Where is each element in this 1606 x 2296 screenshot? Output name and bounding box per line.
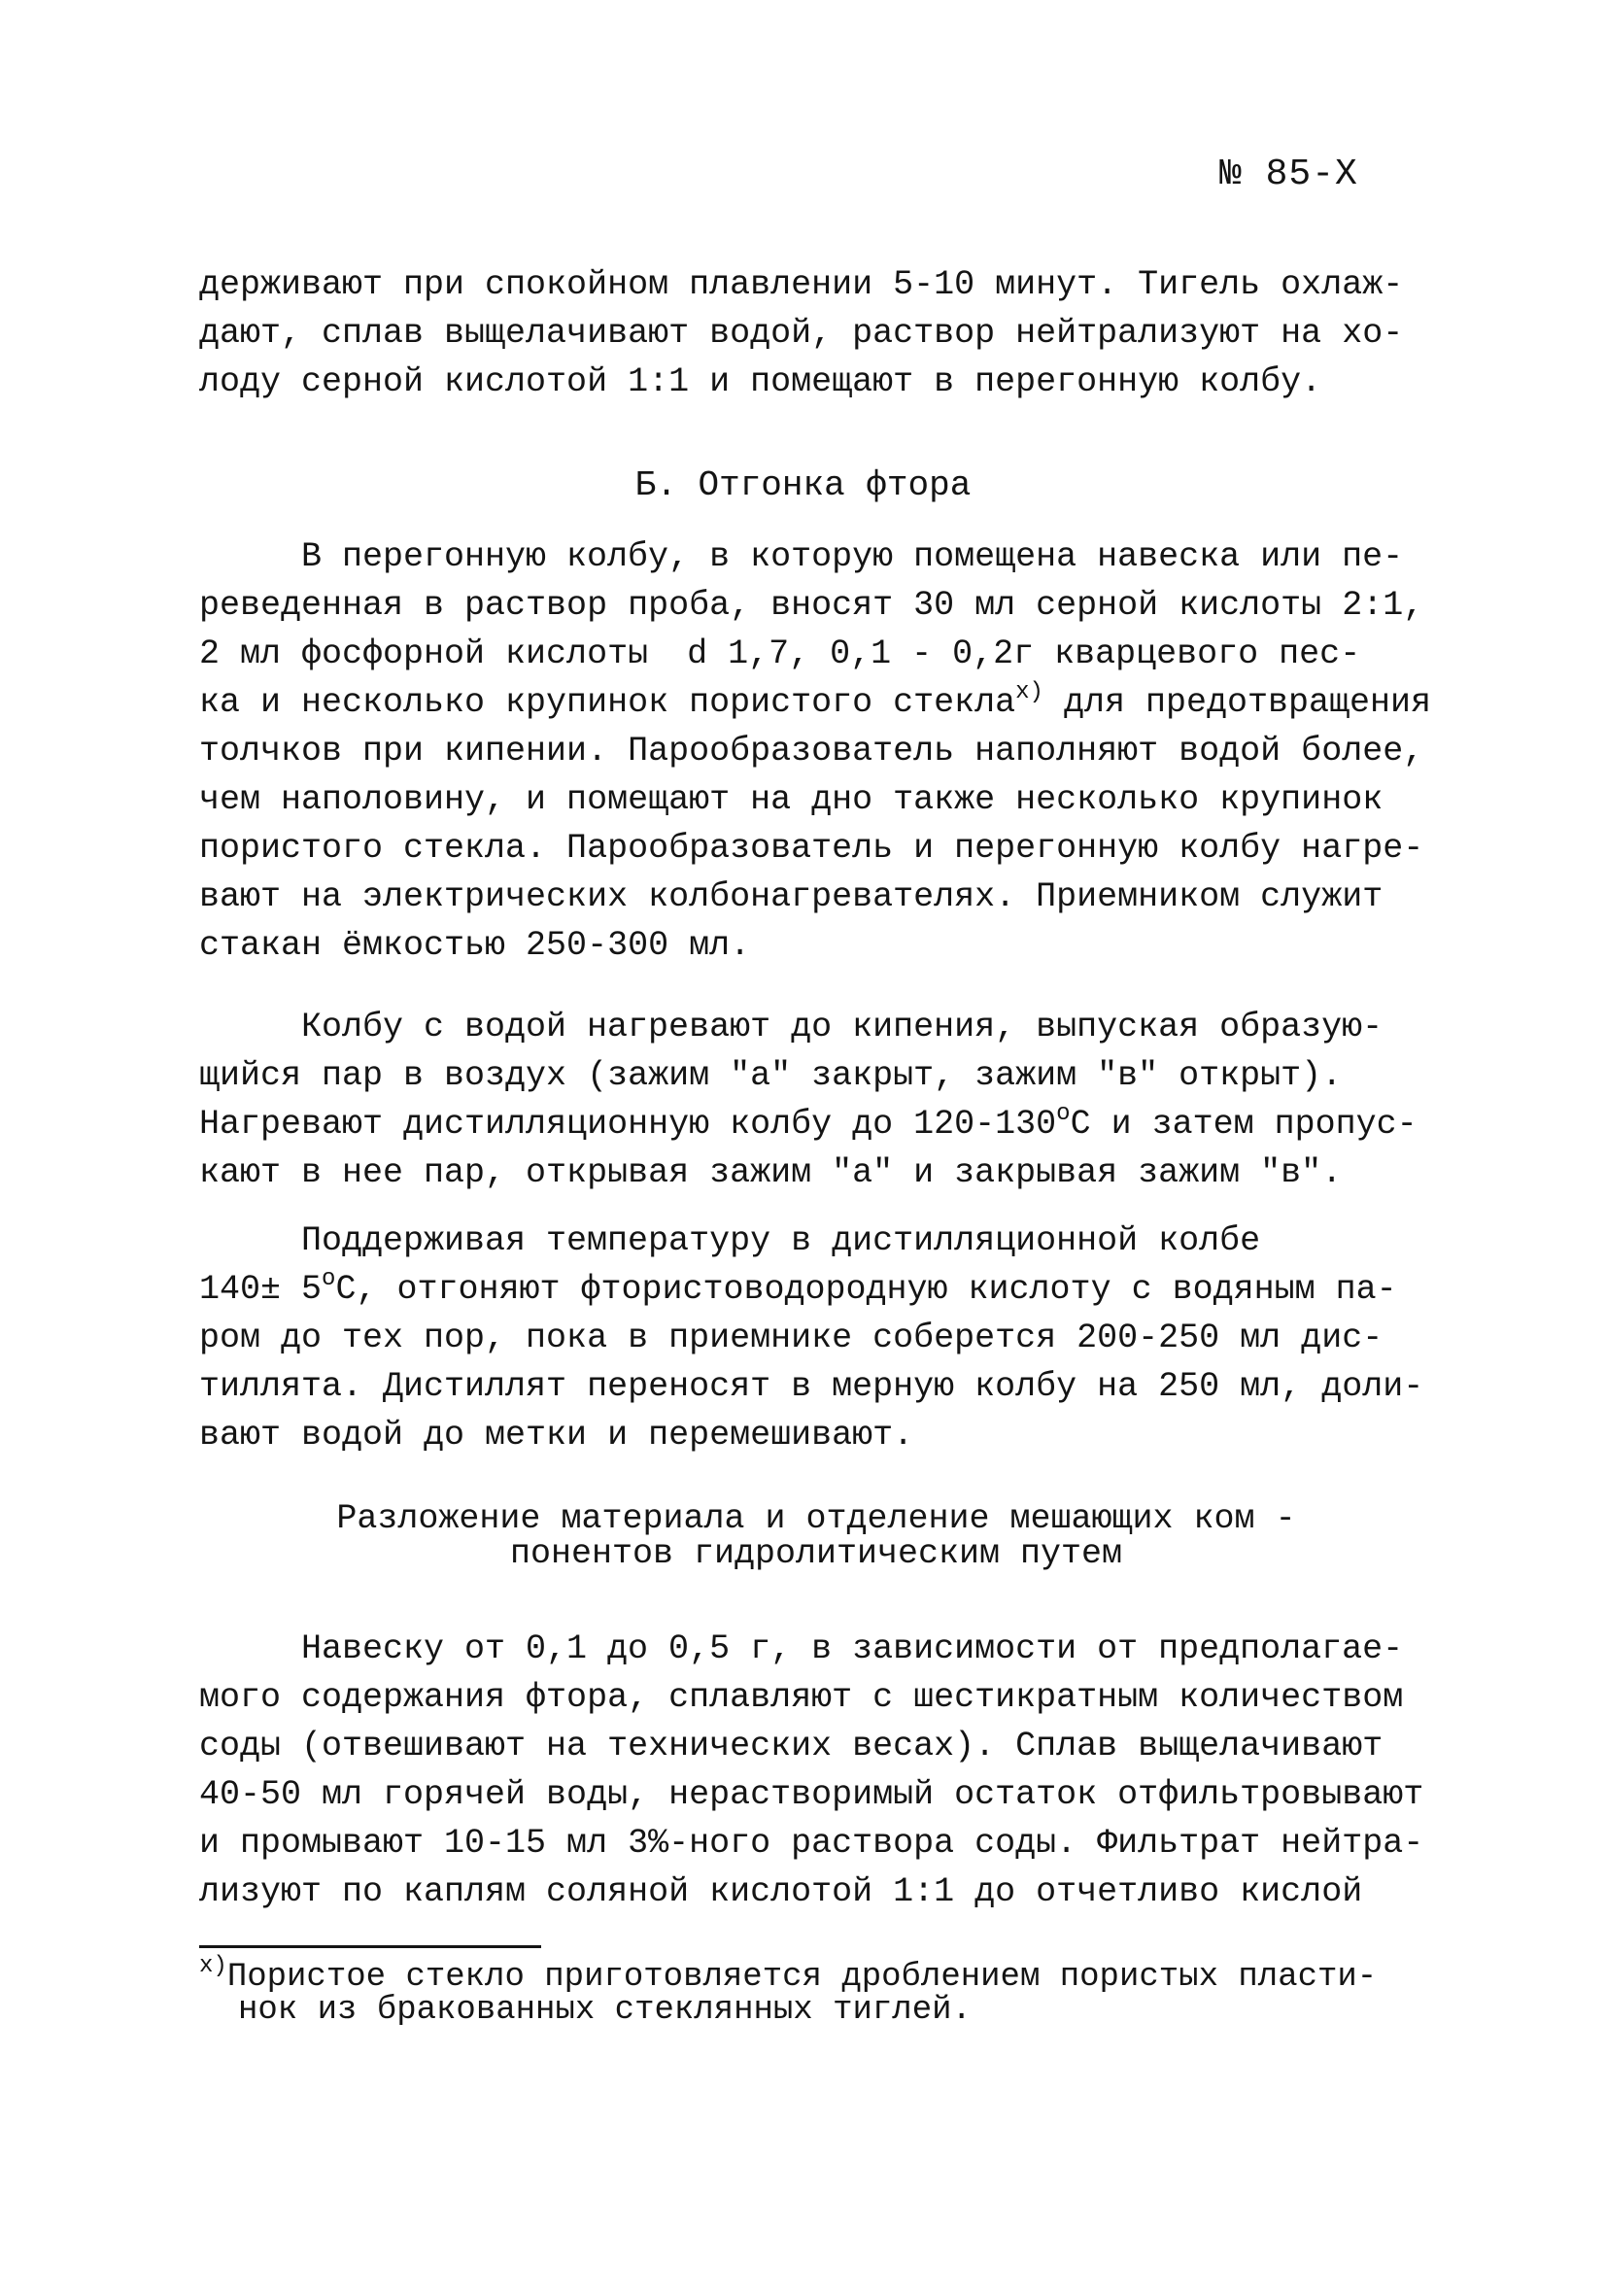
footnote-line-2: нок из бракованных стеклянных тиглей.: [238, 1992, 972, 2029]
text-line: кают в нее пар, открывая зажим "а" и закрывая зажим "в".: [199, 1153, 1343, 1192]
text-line: реведенная в раствор проба, вносят 30 мл серной кислоты 2:1,: [199, 586, 1424, 625]
text-line: мого содержания фтора, сплавляют с шестикратным количеством: [199, 1678, 1404, 1717]
text-line: [199, 630, 1452, 678]
degree-mark: о: [322, 1266, 336, 1292]
document-number: № 85-Х: [1219, 154, 1358, 195]
text-line: [199, 1265, 1452, 1314]
text-line: держивают при спокойном плавлении 5-10 минут. Тигель охлаж-: [199, 265, 1404, 304]
footnote-text: Пористое стекло приготовляется дроблением пористых пласти-: [226, 1959, 1378, 1996]
text-line: вают на электрических колбонагревателях. Приемником служит: [199, 877, 1384, 916]
text-line: чем наполовину, и помещают на дно также несколько крупинок: [199, 780, 1384, 819]
text-line: лизуют по каплям соляной кислотой 1:1 до отчетливо кислой: [199, 1872, 1363, 1911]
text-line: Поддерживая температуру в дистилляционной колбе: [301, 1221, 1261, 1260]
text-line: 40-50 мл горячей воды, нерастворимый остаток отфильтровывают: [199, 1775, 1424, 1814]
heading-line: понентов гидролитическим путем: [509, 1534, 1123, 1573]
heading-line: Разложение материала и отделение мешающих ком -: [336, 1499, 1296, 1538]
footnote-divider: [199, 1945, 541, 1948]
text-line: толчков при кипении. Парообразователь наполняют водой более,: [199, 732, 1424, 771]
text-line: лоду серной кислотой 1:1 и помещают в перегонную колбу.: [199, 362, 1322, 401]
text-fragment: для предотвращения: [1042, 683, 1432, 722]
text-line: Навеску от 0,1 до 0,5 г, в зависимости от предполагае-: [301, 1629, 1404, 1668]
text-line: щийся пар в воздух (зажим "а" закрыт, зажим "в" открыт).: [199, 1056, 1343, 1095]
footnote-line-1: [199, 1953, 1378, 1996]
footnote: [199, 1953, 1378, 2029]
text-line: и промывают 10-15 мл 3%-ного раствора соды. Фильтрат нейтра-: [199, 1824, 1424, 1863]
text-line: пористого стекла. Парообразователь и перегонную колбу нагре-: [199, 829, 1424, 868]
text-line: вают водой до метки и перемешивают.: [199, 1416, 914, 1455]
text-line: В перегонную колбу, в которую помещена навеска или пе-: [301, 537, 1404, 576]
paragraph-4: [199, 1217, 1452, 1459]
text-line: тиллята. Дистиллят переносят в мерную колбу на 250 мл, доли-: [199, 1367, 1424, 1406]
text-fragment: ка и несколько крупинок пористого стекла: [199, 683, 1016, 722]
footnote-marker: х): [199, 1953, 227, 1979]
degree-mark: о: [1056, 1101, 1071, 1127]
text-line: соды (отвешивают на технических весах). Сплав выщелачивают: [199, 1727, 1384, 1765]
text-line: Колбу с водой нагревают до кипения, выпуская образую-: [301, 1008, 1384, 1046]
section-heading-decomposition: [330, 1501, 1302, 1571]
text-line: ром до тех пор, пока в приемнике соберется 200-250 мл дис-: [199, 1319, 1384, 1357]
text-line: [199, 1100, 1452, 1148]
text-fragment: 2 мл фосфорной кислоты: [199, 634, 649, 673]
footnote-reference: х): [1015, 679, 1043, 705]
paragraph-2: [199, 532, 1452, 970]
paragraph-5: [199, 1625, 1452, 1916]
text-line: [199, 678, 1452, 727]
paragraph-1: [199, 260, 1452, 406]
text-fragment: Нагревают дистилляционную колбу до 120-130: [199, 1105, 1057, 1144]
text-fragment: d 1,7, 0,1 - 0,2г кварцевого пес-: [687, 634, 1361, 673]
section-heading-b: Б. Отгонка фтора: [634, 465, 972, 505]
text-line: стакан ёмкостью 250-300 мл.: [199, 926, 751, 965]
text-fragment: С, отгоняют фтористоводородную кислоту с водяным па-: [335, 1270, 1397, 1309]
text-fragment: С и затем пропус-: [1070, 1105, 1418, 1144]
paragraph-3: [199, 1003, 1452, 1197]
text-line: дают, сплав выщелачивают водой, раствор нейтрализуют на хо-: [199, 314, 1404, 353]
text-fragment: 140± 5: [199, 1270, 323, 1309]
